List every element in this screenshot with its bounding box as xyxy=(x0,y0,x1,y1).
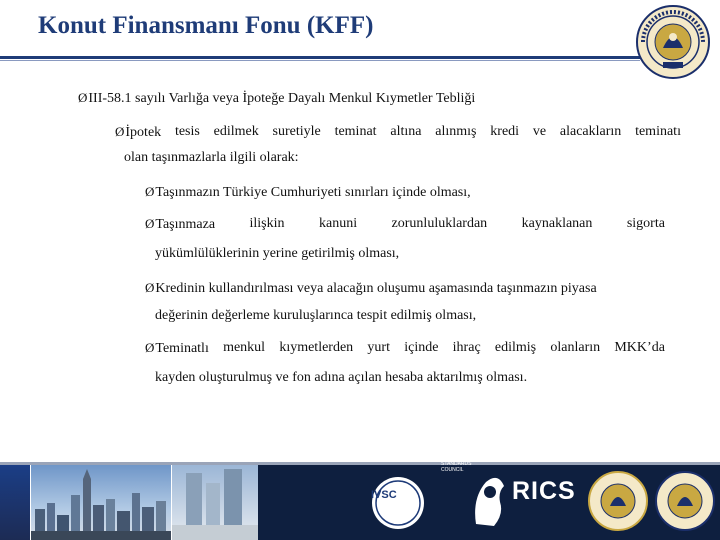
bullet-level3 xyxy=(145,184,471,201)
ankara-universitesi-seal-icon xyxy=(588,468,648,534)
arrow-bullet-icon: Ø xyxy=(145,216,155,231)
justified-word: altına xyxy=(390,124,422,139)
title-underline xyxy=(0,56,640,59)
ivsc-caption: INTERNATIONAL VALUATION STANDARDS COUNCIL xyxy=(441,449,481,473)
justified-word: sigorta xyxy=(626,216,665,231)
justified-word: olanların xyxy=(550,340,601,355)
arrow-bullet-icon: Ø xyxy=(145,280,155,295)
justified-word: alacakların xyxy=(559,124,622,139)
city-photo-1 xyxy=(0,465,30,540)
bullet-text: III-58.1 sayılı Varlığa veya İpoteğe Dayalı Menkul Kıymetler Tebliği xyxy=(88,91,476,106)
ankara-universitesi-seal-icon xyxy=(654,468,716,534)
bullet-text-continued: yükümlülüklerinin yerine getirilmiş olması, xyxy=(155,246,400,261)
justified-word: Øİpotek xyxy=(115,124,162,140)
city-skyline-photo xyxy=(31,465,171,540)
arrow-bullet-icon: Ø xyxy=(145,340,155,355)
justified-word: kaynaklanan xyxy=(521,216,593,231)
bullet-text-continued: olan taşınmazlarla ilgili olarak: xyxy=(124,150,299,165)
bullet-text-continued: değerinin değerleme kuruluşlarınca tespit edilmiş olması, xyxy=(155,308,477,323)
page-title: Konut Finansmanı Fonu (KFF) xyxy=(38,12,374,39)
justified-word: ve xyxy=(532,124,547,139)
footer-band xyxy=(0,462,720,540)
justified-word: suretiyle xyxy=(272,124,321,139)
justified-word: zorunluluklardan xyxy=(391,216,488,231)
justified-word: kıymetlerden xyxy=(279,340,354,355)
justified-word: teminat xyxy=(334,124,377,139)
justified-word: ØTaşınmaza xyxy=(145,216,216,232)
bullet-text-continued: kayden oluşturulmuş ve fon adına açılan hesaba aktarılmış olması. xyxy=(155,370,528,385)
justified-word: edilmiş xyxy=(494,340,537,355)
justified-line xyxy=(145,216,665,233)
justified-word: MKK’da xyxy=(614,340,665,355)
justified-word: menkul xyxy=(223,340,266,355)
justified-word: tesis xyxy=(174,124,200,139)
bullet-level3 xyxy=(145,280,597,297)
arrow-bullet-icon: Ø xyxy=(115,124,125,139)
justified-word: ihraç xyxy=(452,340,481,355)
arrow-bullet-icon: Ø xyxy=(78,90,88,105)
rics-wordmark: RICS xyxy=(512,477,576,505)
justified-word: alınmış xyxy=(435,124,477,139)
modern-towers-photo xyxy=(172,465,258,540)
arrow-bullet-icon: Ø xyxy=(145,184,155,199)
justified-word: teminatı xyxy=(635,124,681,139)
justified-line xyxy=(145,340,665,357)
bullet-level1 xyxy=(78,90,475,107)
justified-word: kanuni xyxy=(318,216,358,231)
justified-word: kredi xyxy=(490,124,520,139)
rics-lion-icon xyxy=(468,468,508,534)
ankara-universitesi-seal-icon xyxy=(633,4,713,80)
justified-word: yurt xyxy=(367,340,390,355)
bullet-level3 xyxy=(145,216,665,233)
ivsc-wordmark: IVSC xyxy=(371,489,397,501)
justified-word: ilişkin xyxy=(249,216,285,231)
justified-word: içinde xyxy=(404,340,439,355)
bullet-text: Taşınmazın Türkiye Cumhuriyeti sınırları içinde olması, xyxy=(155,185,471,200)
justified-word: edilmek xyxy=(213,124,259,139)
justified-line xyxy=(115,124,681,141)
bullet-text: Kredinin kullandırılması veya alacağın oluşumu aşamasında taşınmazın piyasa xyxy=(155,281,597,296)
ivsc-logo-icon xyxy=(368,474,438,532)
justified-word: ØTeminatlı xyxy=(145,340,209,356)
title-underline-thin xyxy=(0,60,640,61)
bullet-level3 xyxy=(145,340,665,357)
bullet-level2 xyxy=(115,124,681,141)
